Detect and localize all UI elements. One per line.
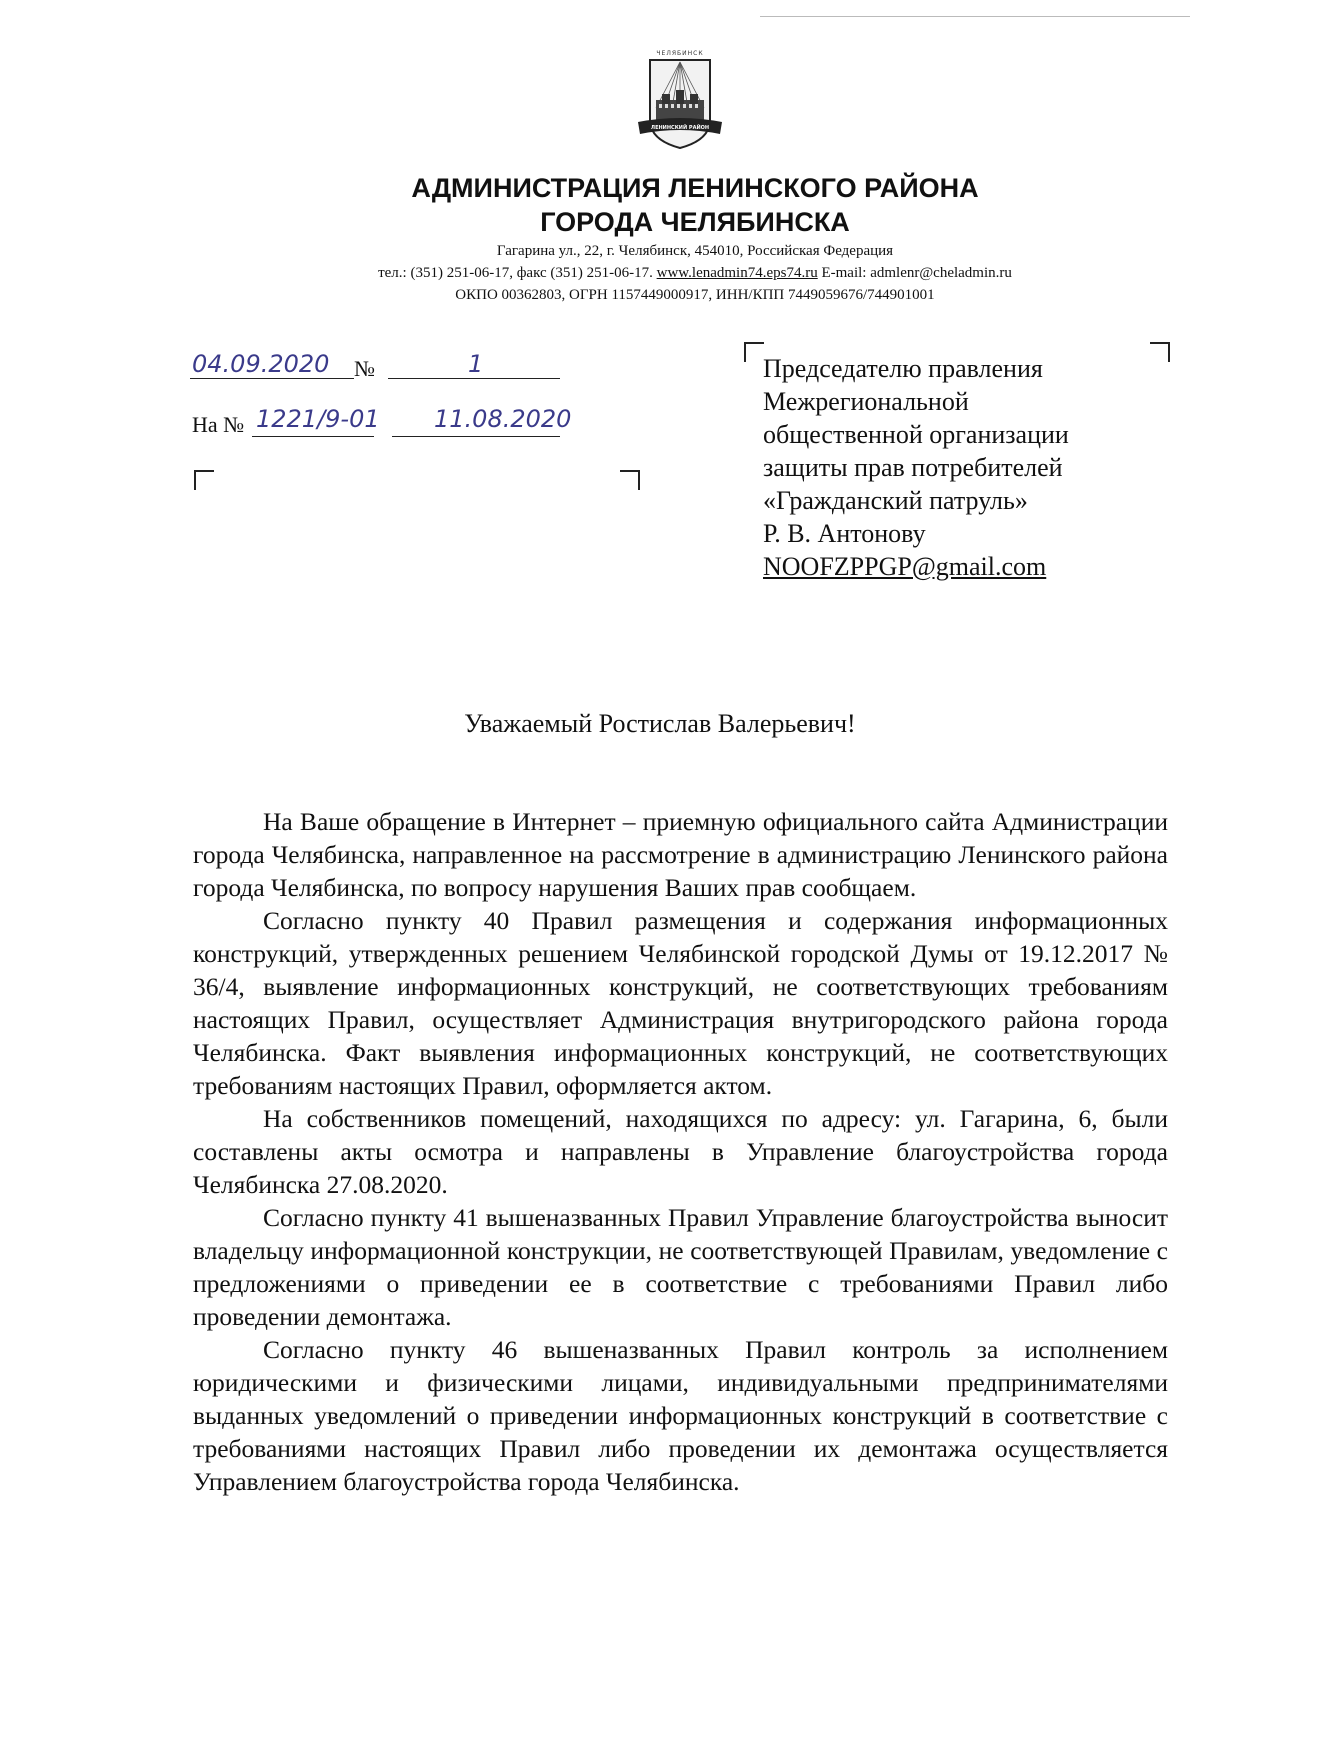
reply-number-underline xyxy=(252,436,374,437)
org-address: Гагарина ул., 22, г. Челябинск, 454010, Российская Федерация xyxy=(496,243,894,259)
org-title-line2: ГОРОДА ЧЕЛЯБИНСКА xyxy=(540,207,850,237)
left-field-corner-tl xyxy=(194,470,214,490)
body-paragraph: На собственников помещений, находящихся по адресу: ул. Гагарина, 6, были составлены акты осмотра и направлены в Управление благоустройства города Челябинска 27.08.2020. xyxy=(193,1104,1168,1199)
addressee-line: защиты прав потребителей xyxy=(763,453,1063,482)
outgoing-number-label: № xyxy=(354,356,375,381)
outgoing-number: 1 xyxy=(468,350,484,378)
addressee-line: Председателю правления xyxy=(763,354,1043,383)
org-contacts xyxy=(200,265,1190,282)
greeting: Уважаемый Ростислав Валерьевич! xyxy=(464,709,856,738)
addressee-corner-tl xyxy=(744,342,764,362)
body-paragraph: Согласно пункту 41 вышеназванных Правил Управление благоустройства выносит владельцу информационной конструкции, не соответствующей Правилам, уведомление с предложениями о приведении ее в соответствие с требованиями Правил либо проведении демонтажа. xyxy=(193,1203,1168,1331)
emblem-label: ЧЕЛЯБИНСК xyxy=(656,50,704,57)
reply-number: 1221/9-01 xyxy=(256,405,380,433)
reply-label: На № xyxy=(192,412,245,437)
emblem-banner-text: ЛЕНИНСКИЙ РАЙОН xyxy=(650,125,710,131)
addressee-block xyxy=(763,352,1163,583)
district-emblem xyxy=(630,48,730,160)
addressee-line: «Гражданский патруль» xyxy=(763,486,1028,515)
body-paragraph: Согласно пункту 46 вышеназванных Правил контроль за исполнением юридическими и физическими лицами, индивидуальными предпринимателями выданных уведомлений о приведении информационных конструкций в соответствие с требованиями настоящих Правил либо проведении их демонтажа осуществляется Управлением благоустройства города Челябинска. xyxy=(193,1335,1168,1496)
outgoing-date: 04.09.2020 xyxy=(192,350,330,378)
reply-date: 11.08.2020 xyxy=(434,405,572,433)
org-email: E-mail: admlenr@cheladmin.ru xyxy=(821,265,1012,281)
addressee-email-link[interactable]: NOOFZPPGP@gmail.com xyxy=(763,552,1047,581)
org-title-line1: АДМИНИСТРАЦИЯ ЛЕНИНСКОГО РАЙОНА xyxy=(411,173,979,203)
body-paragraph: На Ваше обращение в Интернет – приемную официального сайта Администрации города Челябинска, направленное на рассмотрение в администрацию Ленинского района города Челябинска, по вопросу нарушения Ваших прав сообщаем. xyxy=(193,807,1168,902)
addressee-line: Р. В. Антонову xyxy=(763,519,926,548)
date-underline xyxy=(190,378,354,379)
number-underline xyxy=(388,378,560,379)
body-paragraph: Согласно пункту 40 Правил размещения и содержания информационных конструкций, утвержденных решением Челябинской городской Думы от 19.12.2017 № 36/4, выявление информационных конструкций, не соответствующих требованиям настоящих Правил, осуществляет Администрация внутригородского района города Челябинска. Факт выявления информационных конструкций, не соответствующих требованиям настоящих Правил, оформляется актом. xyxy=(193,906,1168,1100)
website-link[interactable]: www.lenadmin74.eps74.ru xyxy=(656,265,818,281)
org-codes: ОКПО 00362803, ОГРН 1157449000917, ИНН/КПП 7449059676/744901001 xyxy=(455,287,935,303)
left-field-corner-tr xyxy=(620,470,640,490)
scan-edge-line xyxy=(760,16,1190,17)
reply-date-underline xyxy=(392,436,560,437)
addressee-line: общественной организации xyxy=(763,420,1069,449)
phone-fax: тел.: (351) 251-06-17, факс (351) 251-06-17. xyxy=(378,265,653,281)
letter-body xyxy=(193,805,1168,1498)
addressee-line: Межрегиональной xyxy=(763,387,969,416)
